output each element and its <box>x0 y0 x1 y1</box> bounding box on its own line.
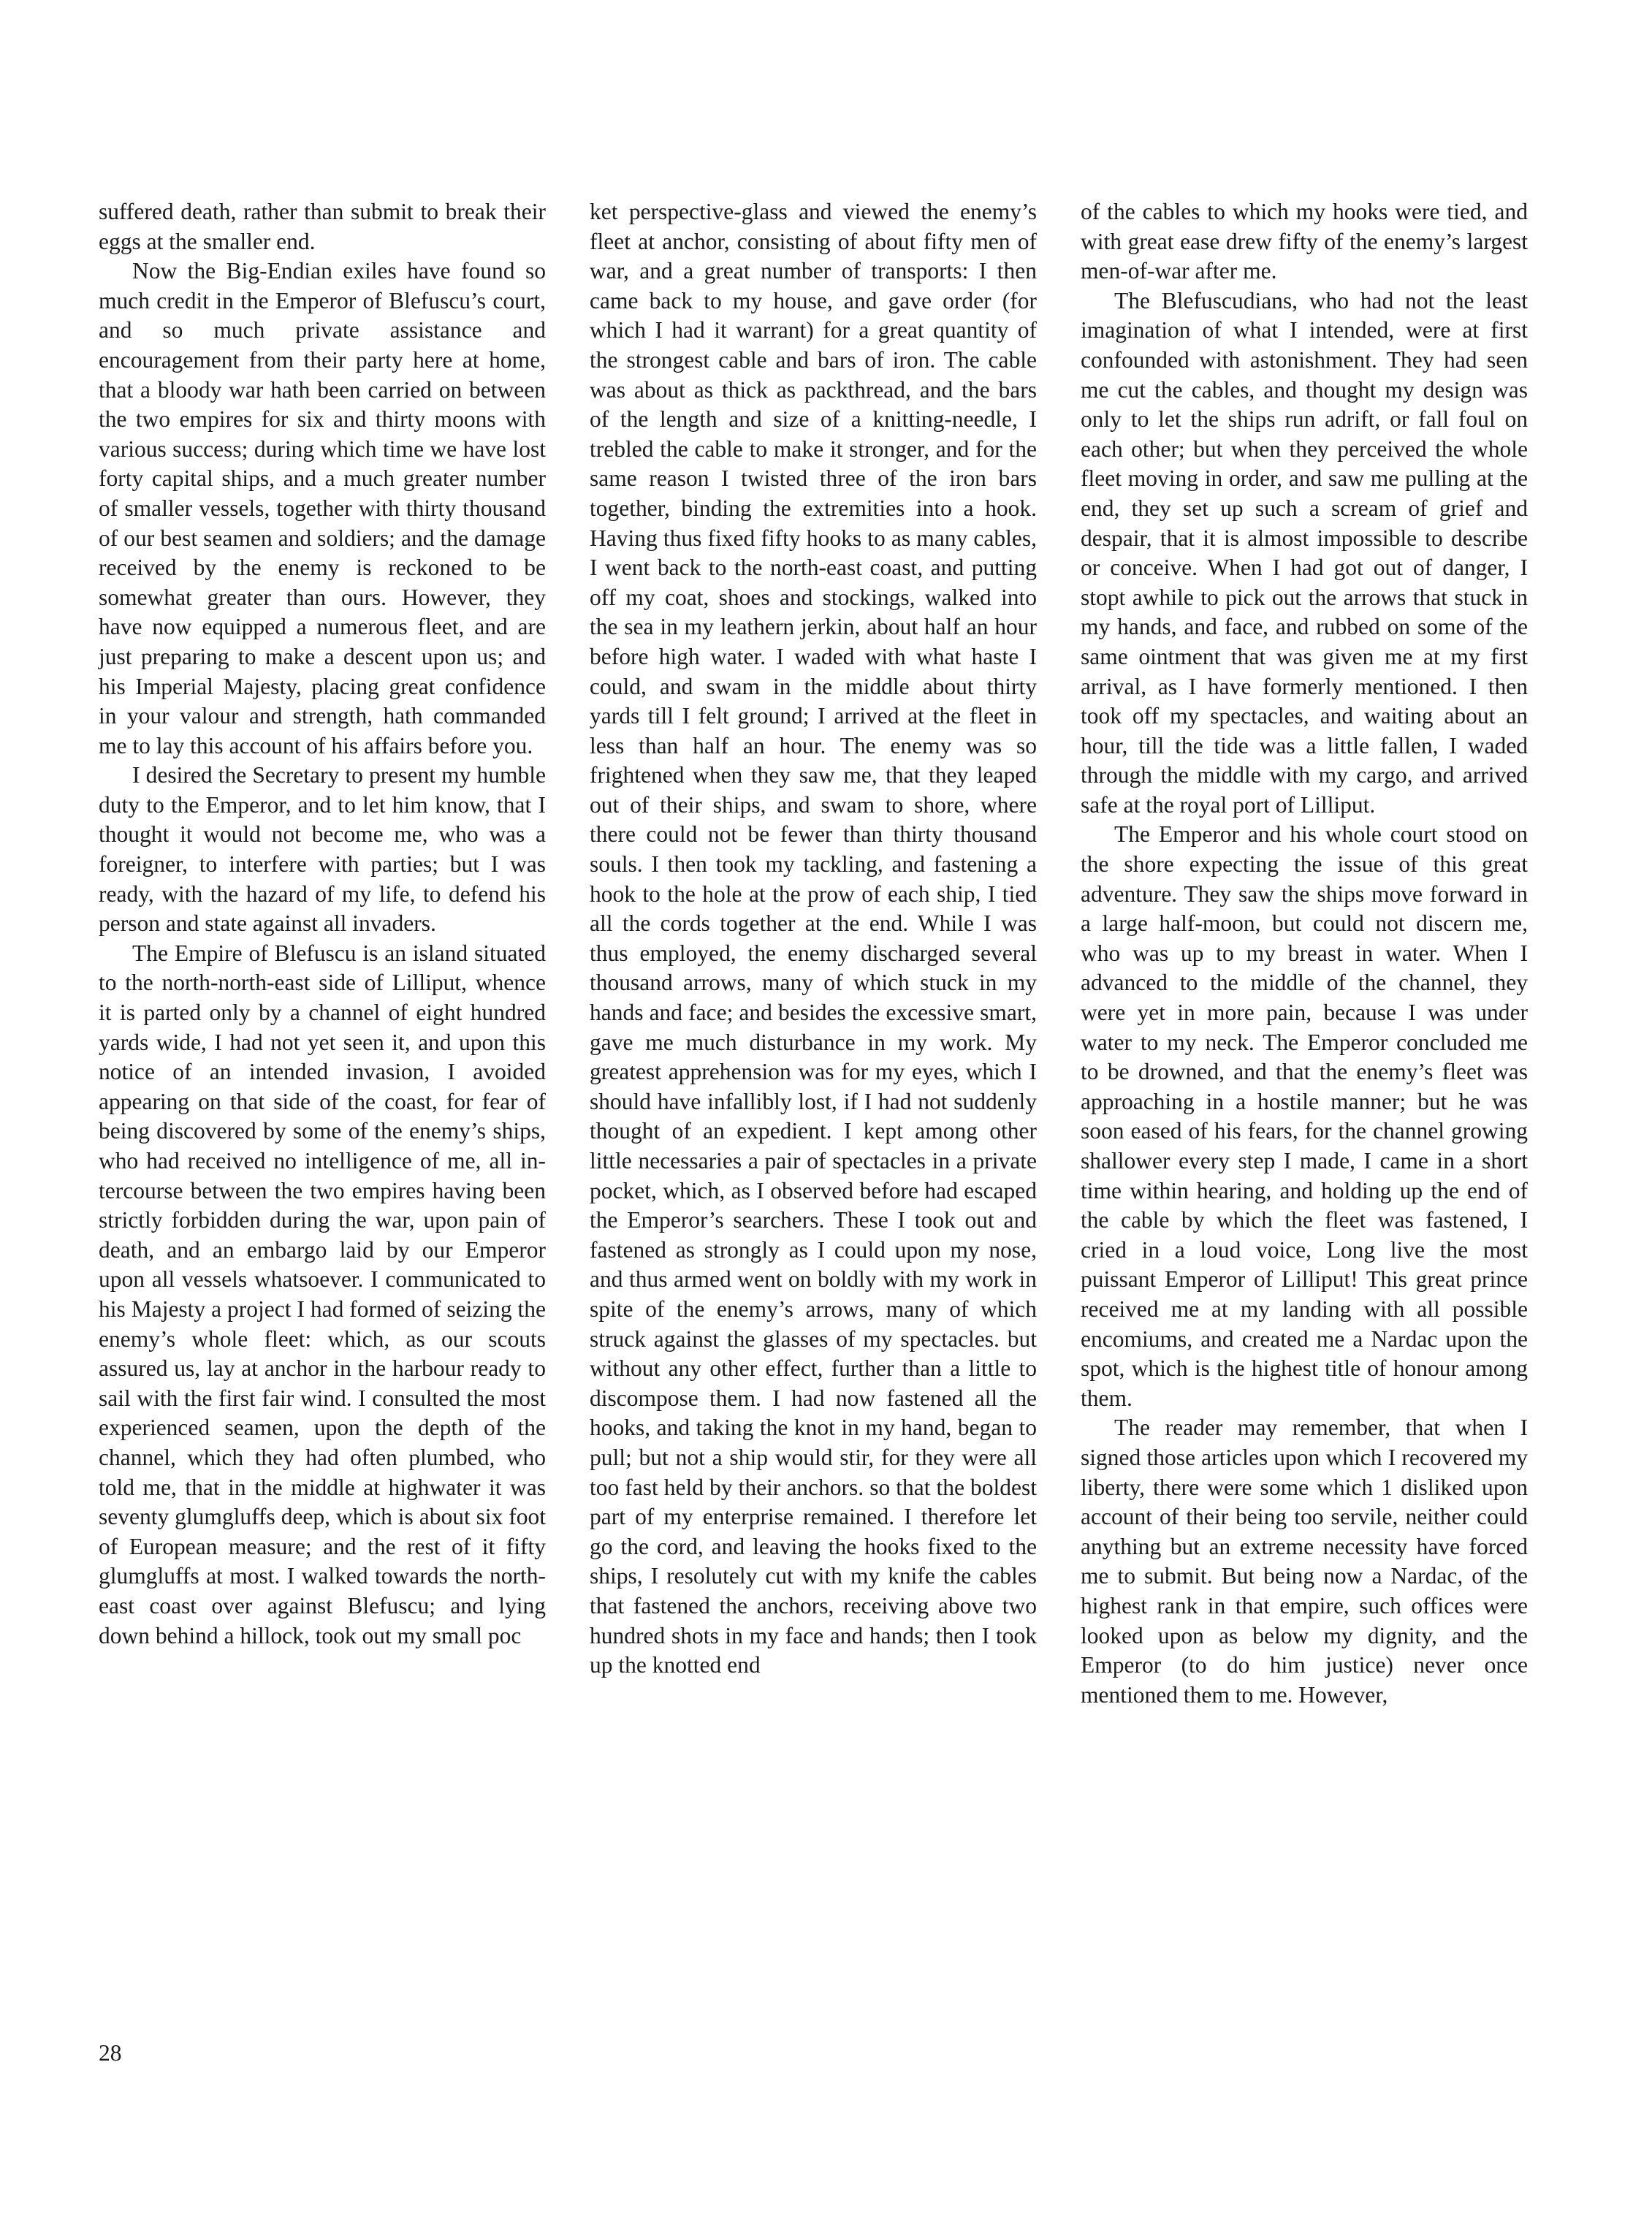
page-number: 28 <box>99 2040 122 2066</box>
text-column-middle <box>590 197 1037 1681</box>
text-column-left <box>99 197 546 1651</box>
paragraph: ket perspective-glass and viewed the enemy’s fleet at anchor, consisting of about fifty men of war, and a great number of transports: I then came back to my house, and gave order (for which I had it warrant) for a great quantity of the strongest cable and bars of iron. The cable was about as thick as packthread, and the bars of the length and size of a knitting-needle, I trebled the cable to make it stronger, and for the same reason I twisted three of the iron bars together, binding the extremities into a hook. Having thus fixed fifty hooks to as many cables, I went back to the north-east coast, and putting off my coat, shoes and stockings, walked into the sea in my leathern jerkin, about half an hour before high water. I waded with what haste I could, and swam in the middle about thirty yards till I felt ground; I arrived at the fleet in less than half an hour. The enemy was so frightened when they saw me, that they leaped out of their ships, and swam to shore, where there could not be fewer than thirty thousand souls. I then took my tackling, and fastening a hook to the hole at the prow of each ship, I tied all the cords together at the end. While I was thus employed, the enemy discharged several thousand arrows, many of which stuck in my hands and face; and besides the excessive smart, gave me much disturbance in my work. My greatest apprehension was for my eyes, which I should have infallibly lost, if I had not suddenly thought of an expedient. I kept among other little necessaries a pair of spectacles in a private pocket, which, as I observed before had escaped the Emperor’s searchers. These I took out and fastened as strongly as I could upon my nose, and thus armed went on boldly with my work in spite of the enemy’s arrows, many of which struck against the glasses of my spectacles. but without any other effect, further than a little to discompose them. I had now fastened all the hooks, and taking the knot in my hand, began to pull; but not a ship would stir, for they were all too fast held by their anchors. so that the boldest part of my enterprise remained. I therefore let go the cord, and leaving the hooks fixed to the ships, I resolutely cut with my knife the cables that fastened the anchors, receiving above two hundred shots in my face and hands; then I took up the knotted end <box>590 199 1037 1678</box>
paragraph: The Blefuscudians, who had not the least imagination of what I intended, were at first confounded with astonishment. They had seen me cut the cables, and thought my design was only to let the ships run adrift, or fall foul on each other; but when they perceived the whole fleet moving in order, and saw me pulling at the end, they set up such a scream of grief and despair, that it is almost impossible to describe or conceive. When I had got out of danger, I stopt awhile to pick out the arrows that stuck in my hands, and face, and rubbed on some of the same ointment that was given me at my first arrival, as I have formerly mentioned. I then took off my spectacles, and waiting about an hour, till the tide was a little fallen, I waded through the middle with my cargo, and arrived safe at the royal port of Lilliput. <box>1081 287 1528 818</box>
paragraph: suffered death, rather than submit to break their eggs at the smaller end. <box>99 199 546 254</box>
paragraph: of the cables to which my hooks were tied, and with great ease drew fifty of the enemy’s largest men-of-war after me. <box>1081 199 1528 284</box>
paragraph: Now the Big-Endian exiles have found so much credit in the Emperor of Blefuscu’s court, and so much private assistance and encouragement from their party here at home, that a bloody war hath been carried on between the two empires for six and thirty moons with various success; during which time we have lost forty capital ships, and a much greater number of smaller vessels, together with thirty thousand of our best seamen and soldiers; and the damage received by the enemy is reckoned to be somewhat greater than ours. However, they have now equipped a numerous fleet, and are just preparing to make a descent upon us; and his Imperial Majesty, placing great confidence in your valour and strength, hath commanded me to lay this account of his affairs before you. <box>99 258 546 758</box>
paragraph: The reader may remember, that when I signed those articles upon which I recovered my liberty, there were some which 1 disliked upon account of their being too servile, neither could anything but an extreme necessity have forced me to submit. But being now a Nardac, of the highest rank in that empire, such offices were looked upon as below my dignity, and the Emperor (to do him justice) never once mentioned them to me. However, <box>1081 1415 1528 1708</box>
text-column-right <box>1081 197 1528 1710</box>
paragraph: The Empire of Blefuscu is an island situated to the north-north-east side of Lilliput, whence it is parted only by a channel of eight hundred yards wide, I had not yet seen it, and upon this notice of an intended invasion, I avoided appearing on that side of the coast, for fear of being discovered by some of the enemy’s ships, who had received no intelligence of me, all intercourse between the two empires having been strictly forbidden during the war, upon pain of death, and an embargo laid by our Emperor upon all vessels whatsoever. I communicated to his Majesty a project I had formed of seizing the enemy’s whole fleet: which, as our scouts assured us, lay at anchor in the harbour ready to sail with the first fair wind. I consulted the most experienced seamen, upon the depth of the channel, which they had often plumbed, who told me, that in the middle at highwater it was seventy glumgluffs deep, which is about six foot of European measure; and the rest of it fifty glumgluffs at most. I walked towards the north-east coast over against Blefuscu; and lying down behind a hillock, took out my small poc <box>99 940 546 1648</box>
paragraph: I desired the Secretary to present my humble duty to the Emperor, and to let him know, that I thought it would not become me, who was a foreigner, to interfere with parties; but I was ready, with the hazard of my life, to defend his person and state against all invaders. <box>99 762 546 937</box>
paragraph: The Emperor and his whole court stood on the shore expecting the issue of this great adventure. They saw the ships move forward in a large half-moon, but could not discern me, who was up to my breast in water. When I advanced to the middle of the channel, they were yet in more pain, because I was under water to my neck. The Emperor concluded me to be drowned, and that the enemy’s fleet was approaching in a hostile manner; but he was soon eased of his fears, for the channel growing shallower every step I made, I came in a short time within hearing, and holding up the end of the cable by which the fleet was fastened, I cried in a loud voice, Long live the most puissant Emperor of Lilliput! This great prince received me at my landing with all possible encomiums, and created me a Nardac upon the spot, which is the highest title of honour among them. <box>1081 821 1528 1411</box>
